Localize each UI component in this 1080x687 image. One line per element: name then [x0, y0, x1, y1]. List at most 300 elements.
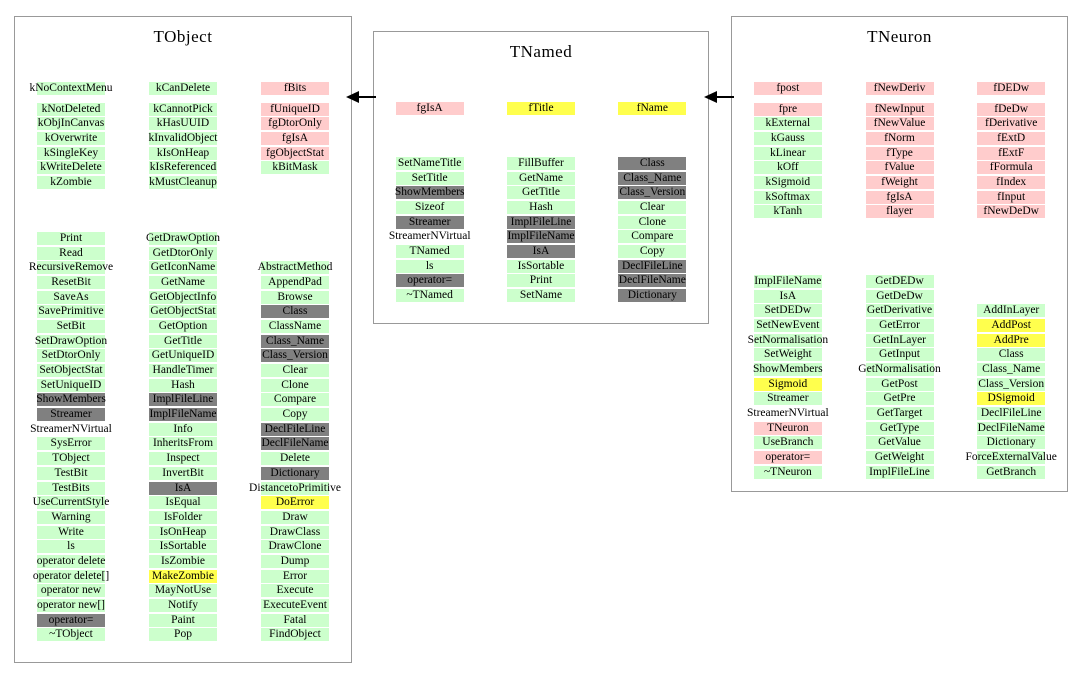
member-item — [239, 146, 351, 161]
member-item — [844, 160, 956, 175]
member-item — [732, 160, 844, 175]
member-item — [15, 539, 127, 554]
member-item — [15, 525, 127, 540]
member-chip-green — [507, 274, 575, 287]
member-label: GetTarget — [876, 407, 923, 420]
member-item — [15, 378, 127, 393]
member-item — [485, 229, 596, 244]
member-chip-gray — [149, 408, 217, 421]
member-chip-pink — [977, 103, 1045, 116]
member-item — [732, 318, 844, 333]
member-chip-green — [37, 452, 105, 465]
member-chip-gray — [618, 157, 686, 170]
member-label: Clone — [638, 215, 667, 228]
member-item — [732, 102, 844, 117]
member-chip-green — [149, 132, 217, 145]
member-chip-green — [866, 392, 934, 405]
member-chip-green — [37, 511, 105, 524]
member-label: fValue — [884, 161, 915, 174]
member-label: SetObjectStat — [39, 364, 103, 377]
member-chip-yellow — [977, 392, 1045, 405]
member-chip-green — [618, 245, 686, 258]
member-label: AddInLayer — [983, 304, 1040, 317]
member-chip-green — [149, 540, 217, 553]
member-chip-gray — [261, 437, 329, 450]
member-item — [127, 598, 239, 613]
member-item — [239, 598, 351, 613]
member-item — [239, 363, 351, 378]
member-item — [374, 259, 485, 274]
member-label: ImplFileName — [149, 408, 217, 421]
member-item — [597, 171, 708, 186]
member-item — [732, 465, 844, 480]
member-item — [374, 200, 485, 215]
member-chip-green — [37, 247, 105, 260]
member-label: Copy — [639, 244, 665, 257]
member-item — [15, 260, 127, 275]
member-item — [127, 510, 239, 525]
member-item — [239, 584, 351, 599]
member-chip-green — [37, 584, 105, 597]
member-item — [127, 539, 239, 554]
member-item — [15, 102, 127, 117]
member-item — [15, 613, 127, 628]
member-item — [485, 101, 596, 116]
member-item — [955, 465, 1067, 480]
member-label: Clear — [639, 200, 665, 213]
member-item — [844, 205, 956, 220]
member-label: fgDtorOnly — [268, 117, 322, 130]
member-chip-green — [261, 526, 329, 539]
member-label: Draw — [282, 510, 308, 523]
member-chip-gray — [37, 393, 105, 406]
member-label: fpost — [776, 81, 800, 94]
member-chip-green — [396, 157, 464, 170]
member-item — [597, 288, 708, 303]
member-label: operator= — [407, 274, 453, 287]
member-label: kGauss — [770, 131, 805, 144]
member-chip-green — [149, 117, 217, 130]
member-label: FindObject — [269, 628, 321, 641]
member-chip-green — [977, 422, 1045, 435]
member-item — [955, 102, 1067, 117]
member-label: SetUniqueID — [40, 378, 102, 391]
member-chip-green — [29, 81, 113, 95]
member-chip-gray — [261, 467, 329, 480]
member-chip-green — [618, 230, 686, 243]
member-item — [239, 539, 351, 554]
member-item — [239, 481, 351, 496]
member-item — [485, 156, 596, 171]
member-label: kTanh — [773, 205, 803, 218]
member-chip-pink — [261, 82, 329, 95]
class-box-tobject — [14, 16, 352, 663]
member-label: Print — [59, 231, 83, 244]
member-label: fgIsA — [416, 101, 443, 114]
member-chip-green — [858, 362, 941, 376]
member-item — [239, 378, 351, 393]
member-label: GetDEDw — [875, 274, 924, 287]
member-chip-green — [507, 172, 575, 185]
member-item — [844, 131, 956, 146]
member-item — [15, 393, 127, 408]
member-item — [485, 185, 596, 200]
member-chip-gray — [396, 216, 464, 229]
member-label: UseBranch — [762, 436, 814, 449]
member-label: flayer — [886, 205, 913, 218]
member-label: Paint — [171, 613, 195, 626]
member-label: operator new — [40, 584, 102, 597]
member-label: Fatal — [283, 613, 307, 626]
member-item — [15, 437, 127, 452]
member-chip-gray — [507, 216, 575, 229]
member-label: GetError — [879, 318, 920, 331]
member-item — [844, 392, 956, 407]
member-item — [15, 334, 127, 349]
member-item — [955, 347, 1067, 362]
member-chip-pink — [754, 451, 822, 464]
member-label: GetPre — [883, 392, 916, 405]
member-chip-green — [754, 176, 822, 189]
member-label: ImplFileLine — [869, 465, 930, 478]
member-item — [239, 554, 351, 569]
member-item — [15, 231, 127, 246]
member-item — [485, 200, 596, 215]
member-item — [955, 392, 1067, 407]
member-chip-green — [754, 363, 822, 376]
member-chip-green — [754, 290, 822, 303]
member-label: kNoContextMenu — [29, 81, 113, 94]
member-chip-yellow — [618, 102, 686, 115]
member-label: operator= — [765, 451, 811, 464]
member-chip-pink — [866, 147, 934, 160]
member-chip-green — [261, 452, 329, 465]
member-label: ImplFileLine — [510, 215, 572, 228]
member-chip-green — [396, 172, 464, 185]
member-item — [844, 436, 956, 451]
member-label: Dictionary — [986, 436, 1036, 449]
member-label: Execute — [276, 584, 314, 597]
member-label: Compare — [273, 393, 317, 406]
member-item — [127, 304, 239, 319]
member-label: IsSortable — [159, 540, 207, 553]
member-label: SetDEDw — [764, 304, 812, 317]
member-label: DeclFileLine — [264, 422, 326, 435]
member-label: fType — [886, 146, 913, 159]
member-label: SetNormalisation — [747, 333, 829, 346]
member-item — [127, 116, 239, 131]
member-column — [485, 101, 596, 122]
member-label: kBitMask — [272, 161, 318, 174]
member-label: DSigmoid — [987, 392, 1035, 405]
member-chip-pink — [866, 103, 934, 116]
member-item — [15, 451, 127, 466]
member-item — [127, 334, 239, 349]
member-label: IsA — [532, 244, 550, 257]
member-chip-green — [866, 275, 934, 288]
member-chip-pink — [977, 147, 1045, 160]
member-label: SetName — [519, 289, 563, 302]
member-chip-none — [30, 422, 112, 436]
member-chip-green — [149, 82, 217, 95]
member-chip-green — [149, 276, 217, 289]
member-chip-green — [754, 205, 822, 218]
member-chip-green — [149, 364, 217, 377]
member-item — [127, 495, 239, 510]
tneuron-methods — [732, 274, 1067, 480]
member-item — [127, 554, 239, 569]
arrow-shaft — [359, 96, 376, 98]
member-label: kMustCleanup — [149, 175, 217, 188]
member-chip-pink — [261, 103, 329, 116]
member-item — [239, 81, 351, 96]
member-chip-green — [261, 540, 329, 553]
member-label: IsOnHeap — [159, 525, 207, 538]
member-item — [127, 349, 239, 364]
member-chip-gray — [618, 260, 686, 273]
member-label: UseCurrentStyle — [32, 496, 110, 509]
member-chip-green — [37, 526, 105, 539]
member-item — [127, 246, 239, 261]
member-item — [239, 451, 351, 466]
member-item — [374, 215, 485, 230]
member-item — [15, 584, 127, 599]
member-chip-green — [261, 628, 329, 641]
member-item — [239, 131, 351, 146]
member-label: kOverwrite — [44, 131, 98, 144]
member-label: kNotDeleted — [41, 102, 101, 115]
member-chip-green — [507, 201, 575, 214]
member-chip-pink — [977, 191, 1045, 204]
member-chip-green — [149, 584, 217, 597]
member-item — [732, 421, 844, 436]
member-label: ShowMembers — [394, 186, 465, 199]
member-chip-green — [149, 305, 217, 318]
member-chip-green — [977, 436, 1045, 449]
member-label: ~TNamed — [406, 289, 453, 302]
member-chip-pink — [396, 102, 464, 115]
member-chip-green — [261, 584, 329, 597]
member-item — [485, 215, 596, 230]
member-chip-pink — [754, 82, 822, 95]
member-chip-green — [977, 378, 1045, 391]
member-chip-green — [32, 496, 110, 509]
member-label: MayNotUse — [154, 584, 212, 597]
member-chip-green — [261, 408, 329, 421]
member-chip-green — [618, 201, 686, 214]
member-column — [955, 274, 1067, 480]
member-item — [844, 362, 956, 377]
member-chip-green — [37, 176, 105, 189]
member-item — [127, 231, 239, 246]
member-label: IsFolder — [163, 510, 203, 523]
member-item — [127, 422, 239, 437]
member-chip-green — [507, 157, 575, 170]
member-item — [844, 81, 956, 96]
member-item — [955, 81, 1067, 96]
member-item — [597, 200, 708, 215]
member-item — [15, 598, 127, 613]
member-label: fgObjectStat — [265, 146, 325, 159]
member-item — [732, 131, 844, 146]
tnamed-methods — [374, 156, 708, 303]
member-label: SavePrimitive — [38, 305, 104, 318]
member-chip-green — [754, 304, 822, 317]
member-label: fNewDeDw — [983, 205, 1039, 218]
member-chip-gray — [261, 349, 329, 362]
member-item — [15, 422, 127, 437]
member-label: fNorm — [884, 131, 915, 144]
member-label: ExecuteEvent — [263, 599, 327, 612]
member-chip-green — [37, 364, 105, 377]
member-item — [239, 510, 351, 525]
member-label: IsEqual — [165, 496, 201, 509]
member-label: DeclFileName — [977, 421, 1045, 434]
member-item — [844, 333, 956, 348]
member-item — [15, 319, 127, 334]
member-label: GetValue — [878, 436, 921, 449]
member-item — [732, 406, 844, 421]
member-item — [239, 569, 351, 584]
member-item — [844, 102, 956, 117]
member-label: Streamer — [408, 215, 451, 228]
member-item — [597, 259, 708, 274]
inheritance-arrow-tnamed-to-tobject — [346, 91, 376, 103]
member-chip-green — [754, 147, 822, 160]
member-item — [732, 116, 844, 131]
member-item — [15, 554, 127, 569]
member-item — [955, 190, 1067, 205]
member-label: SetBit — [56, 319, 86, 332]
member-chip-pink — [866, 205, 934, 218]
member-item — [239, 160, 351, 175]
member-item — [15, 290, 127, 305]
member-item — [127, 437, 239, 452]
member-label: GetPost — [881, 377, 918, 390]
member-chip-green — [149, 103, 217, 116]
member-chip-yellow — [977, 319, 1045, 332]
member-label: Class_Version — [978, 377, 1045, 390]
member-label: SetDtorOnly — [41, 349, 101, 362]
member-label: GetDerivative — [866, 304, 933, 317]
member-column — [597, 156, 708, 303]
member-label: Dictionary — [627, 289, 677, 302]
member-label: DrawClone — [268, 540, 322, 553]
member-item — [597, 244, 708, 259]
member-chip-green — [149, 320, 217, 333]
member-label: Class_Name — [623, 171, 682, 184]
member-label: Clear — [282, 364, 308, 377]
member-label: GetDtorOnly — [152, 246, 214, 259]
member-label: FillBuffer — [518, 156, 564, 169]
member-chip-gray — [507, 245, 575, 258]
member-item — [239, 495, 351, 510]
member-label: kExternal — [765, 117, 811, 130]
member-item — [127, 378, 239, 393]
member-label: DeclFileName — [618, 274, 686, 287]
member-item — [732, 392, 844, 407]
member-label: ~TObject — [49, 628, 93, 641]
member-label: IsA — [779, 289, 797, 302]
member-label: operator new[] — [37, 599, 106, 612]
member-item — [597, 274, 708, 289]
member-chip-pink — [866, 191, 934, 204]
member-item — [15, 569, 127, 584]
member-item — [955, 450, 1067, 465]
member-column — [955, 81, 1067, 219]
member-item — [374, 288, 485, 303]
member-item — [127, 569, 239, 584]
member-label: GetIconName — [150, 261, 216, 274]
member-chip-green — [396, 260, 464, 273]
member-label: kCanDelete — [155, 81, 211, 94]
member-chip-gray — [37, 408, 105, 421]
class-title-tneuron: TNeuron — [867, 27, 932, 46]
member-chip-green — [149, 247, 217, 260]
member-label: ShowMembers — [36, 393, 106, 406]
member-item — [955, 205, 1067, 220]
member-label: GetName — [518, 171, 564, 184]
member-chip-pink — [866, 82, 934, 95]
member-label: ShowMembers — [753, 362, 823, 375]
member-item — [127, 290, 239, 305]
member-label: fName — [636, 101, 668, 114]
member-column — [732, 81, 844, 219]
member-column — [485, 156, 596, 303]
member-item — [239, 116, 351, 131]
member-item — [239, 613, 351, 628]
member-chip-green — [261, 291, 329, 304]
member-label: AddPost — [991, 318, 1031, 331]
member-chip-green — [37, 628, 105, 641]
member-chip-green — [149, 511, 217, 524]
member-item — [955, 175, 1067, 190]
class-box-tnamed — [373, 31, 709, 324]
member-item — [732, 190, 844, 205]
member-chip-green — [37, 467, 105, 480]
member-item — [374, 229, 485, 244]
member-chip-green — [145, 231, 221, 245]
member-item — [239, 525, 351, 540]
member-chip-gray — [618, 172, 686, 185]
member-chip-green — [866, 319, 934, 332]
member-chip-pink — [754, 422, 822, 435]
member-item — [239, 275, 351, 290]
member-label: kIsOnHeap — [156, 146, 210, 159]
member-label: Hash — [171, 378, 195, 391]
member-item — [239, 393, 351, 408]
member-chip-green — [257, 261, 333, 274]
member-item — [732, 205, 844, 220]
member-column — [239, 231, 351, 642]
member-chip-yellow — [261, 496, 329, 509]
member-item — [732, 362, 844, 377]
member-chip-green — [37, 437, 105, 450]
member-item — [15, 495, 127, 510]
member-label: SetDrawOption — [34, 334, 108, 347]
spacer-row — [955, 289, 1067, 304]
member-item — [127, 481, 239, 496]
member-item — [239, 304, 351, 319]
member-label: fFormula — [989, 161, 1033, 174]
member-label: GetUniqueID — [151, 349, 215, 362]
member-chip-green — [261, 555, 329, 568]
member-item — [597, 215, 708, 230]
member-item — [844, 274, 956, 289]
member-chip-green — [261, 379, 329, 392]
member-label: Error — [282, 569, 308, 582]
member-item — [732, 146, 844, 161]
